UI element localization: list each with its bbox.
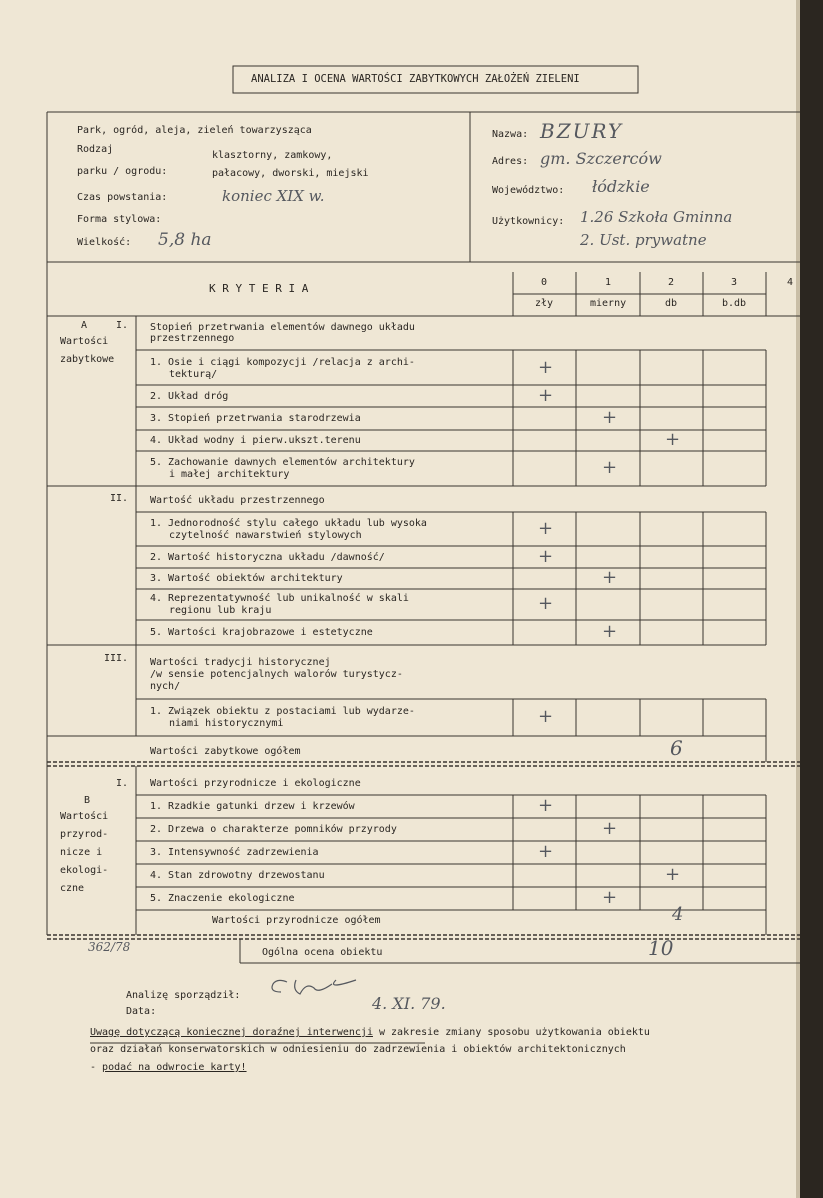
criterion-row-label-cont: regionu lub kraju (169, 605, 272, 616)
nature-criterion-score-mark: + (665, 864, 681, 885)
kinds-line2: pałacowy, dworski, miejski (212, 168, 369, 179)
nature-criterion-score-mark: + (602, 887, 618, 908)
criterion-row-label-cont: tekturą/ (169, 368, 218, 380)
forma-label: Forma stylowa: (77, 214, 162, 225)
score-number: 1 (605, 277, 612, 288)
section-b-roman: I. (116, 778, 129, 789)
criterion-score-mark: + (538, 706, 554, 727)
adres-label: Adres: (492, 156, 529, 167)
section-b-total-value: 4 (672, 904, 684, 925)
section-a-name-2: zabytkowe (60, 354, 115, 365)
kryteria-label: K R Y T E R I A (209, 282, 309, 295)
nazwa-value: BZURY (540, 119, 624, 143)
section-b-name-1: Wartości (60, 811, 109, 822)
rodzaj-label: Rodzaj (77, 144, 114, 155)
group-3-title-1: Wartości tradycji historycznej (150, 657, 331, 668)
criterion-row-label: 4. Układ wodny i pierw.ukszt.terenu (150, 435, 361, 446)
section-b-name-4: ekologi- (60, 865, 109, 876)
section-a-total-label: Wartości zabytkowe ogółem (150, 746, 301, 757)
nazwa-label: Nazwa: (492, 129, 529, 140)
criterion-score-mark: + (538, 545, 554, 567)
uzytkownicy-value-2: 2. Ust. prywatne (580, 231, 707, 249)
note-underlined: Uwagę dotyczącą koniecznej doraźnej interwencji (90, 1027, 373, 1038)
criterion-row-label: 1. Osie i ciągi kompozycji /relacja z archi- (150, 356, 415, 368)
nature-criterion-row-label: 1. Rzadkie gatunki drzew i krzewów (150, 801, 355, 812)
nature-criterion-score-mark: + (538, 795, 554, 816)
score-name: zły (535, 298, 554, 309)
criterion-row-label: 5. Zachowanie dawnych elementów architektury (150, 457, 415, 468)
parku-label: parku / ogrodu: (77, 166, 168, 177)
section-a-total-value: 6 (670, 736, 683, 760)
note-emphasis: podać na odwrocie karty! (102, 1062, 247, 1073)
criterion-row-label: 2. Układ dróg (150, 390, 229, 402)
wojewodztwo-value: łódzkie (592, 177, 650, 196)
criterion-row-label: 3. Wartość obiektów architektury (150, 573, 343, 584)
section-a-name-1: Wartości (60, 336, 109, 347)
czas-value: koniec XIX w. (222, 187, 325, 205)
overall-value: 10 (648, 936, 674, 960)
group-2-title: Wartość układu przestrzennego (150, 495, 325, 506)
czas-label: Czas powstania: (77, 192, 168, 203)
criterion-row-label: 1. Związek obiektu z postaciami lub wydarze- (150, 706, 415, 717)
criterion-score-mark: + (665, 429, 681, 450)
data-label: Data: (126, 1006, 157, 1017)
score-number: 2 (668, 277, 675, 288)
section-b-name-3: nicze i (60, 847, 103, 858)
criterion-row-label: 4. Reprezentatywność lub unikalność w skali (150, 593, 409, 604)
section-a-letter: A (81, 320, 88, 331)
nature-criterion-row-label: 3. Intensywność zadrzewienia (150, 847, 319, 858)
reference-number: 362/78 (88, 940, 131, 954)
note-line-3 (90, 1062, 247, 1074)
form-title: ANALIZA I OCENA WARTOŚCI ZABYTKOWYCH ZAŁOŻEŃ ZIELENI (251, 73, 580, 85)
criterion-row-label-cont: i małej architektury (169, 469, 290, 480)
score-name: b.db (722, 298, 747, 309)
kinds-line1: klasztorny, zamkowy, (212, 150, 333, 161)
criterion-row-label-cont: czytelność nawarstwień stylowych (169, 529, 362, 541)
uzytkownicy-value-1: 1.26 Szkoła Gminna (580, 208, 733, 226)
group-3-title-3: nych/ (150, 681, 181, 692)
note-dash: - (90, 1062, 103, 1073)
criterion-score-mark: + (602, 457, 618, 478)
overall-label: Ogólna ocena obiektu (262, 947, 383, 958)
criterion-score-mark: + (538, 384, 554, 406)
wielkosc-label: Wielkość: (77, 237, 132, 248)
section-b-total-label: Wartości przyrodnicze ogółem (212, 915, 381, 926)
score-name: db (665, 298, 678, 309)
nature-criterion-row-label: 2. Drzewa o charakterze pomników przyrody (150, 824, 397, 835)
nature-criterion-row-label: 5. Znaczenie ekologiczne (150, 893, 295, 904)
group-3-roman: III. (104, 653, 129, 664)
nature-criterion-score-mark: + (538, 841, 554, 862)
criterion-row-label: 2. Wartość historyczna układu /dawność/ (150, 551, 385, 563)
wielkosc-value: 5,8 ha (158, 230, 212, 250)
group-3-title-2: /w sensie potencjalnych walorów turystycz- (150, 669, 403, 680)
section-b-name-2: przyrod- (60, 829, 109, 840)
date-value: 4. XI. 79. (372, 994, 446, 1013)
note-rest: w zakresie zmiany sposobu użytkowania obiektu (372, 1027, 650, 1038)
score-number: 4 (787, 277, 794, 288)
criterion-row-label: 3. Stopień przetrwania starodrzewia (150, 413, 361, 424)
note-line-2: oraz działań konserwatorskich w odniesieniu do zadrzewienia i obiektów architektonicznych (90, 1044, 626, 1055)
score-number: 0 (541, 277, 548, 288)
signature (272, 980, 356, 994)
group-1-title-2: przestrzennego (150, 333, 235, 344)
park-type-line: Park, ogród, aleja, zieleń towarzysząca (77, 125, 312, 136)
section-b-letter: B (84, 795, 91, 806)
section-b-name-5: czne (60, 883, 85, 894)
group-1-roman: I. (116, 320, 129, 331)
section-b-title: Wartości przyrodnicze i ekologiczne (150, 778, 361, 789)
nature-criterion-score-mark: + (602, 818, 618, 839)
group-1-title-1: Stopień przetrwania elementów dawnego układu (150, 322, 415, 333)
criterion-row-label: 5. Wartości krajobrazowe i estetyczne (150, 627, 373, 638)
criterion-score-mark: + (538, 517, 554, 539)
criterion-score-mark: + (602, 621, 618, 642)
nature-criterion-row-label: 4. Stan zdrowotny drzewostanu (150, 870, 325, 881)
note-line-1 (90, 1027, 650, 1039)
criterion-score-mark: + (538, 593, 554, 614)
criterion-row-label: 1. Jednorodność stylu całego układu lub wysoka (150, 517, 427, 529)
score-name: mierny (590, 298, 627, 309)
criterion-score-mark: + (602, 567, 618, 588)
wojewodztwo-label: Województwo: (492, 185, 565, 196)
criterion-row-label-cont: niami historycznymi (169, 718, 284, 729)
group-2-roman: II. (110, 493, 129, 504)
adres-value: gm. Szczerców (540, 149, 662, 168)
analiza-label: Analizę sporządził: (126, 990, 241, 1001)
uzytkownicy-label: Użytkownicy: (492, 216, 565, 227)
criterion-score-mark: + (602, 407, 618, 428)
score-number: 3 (731, 277, 738, 288)
criterion-score-mark: + (538, 356, 554, 378)
